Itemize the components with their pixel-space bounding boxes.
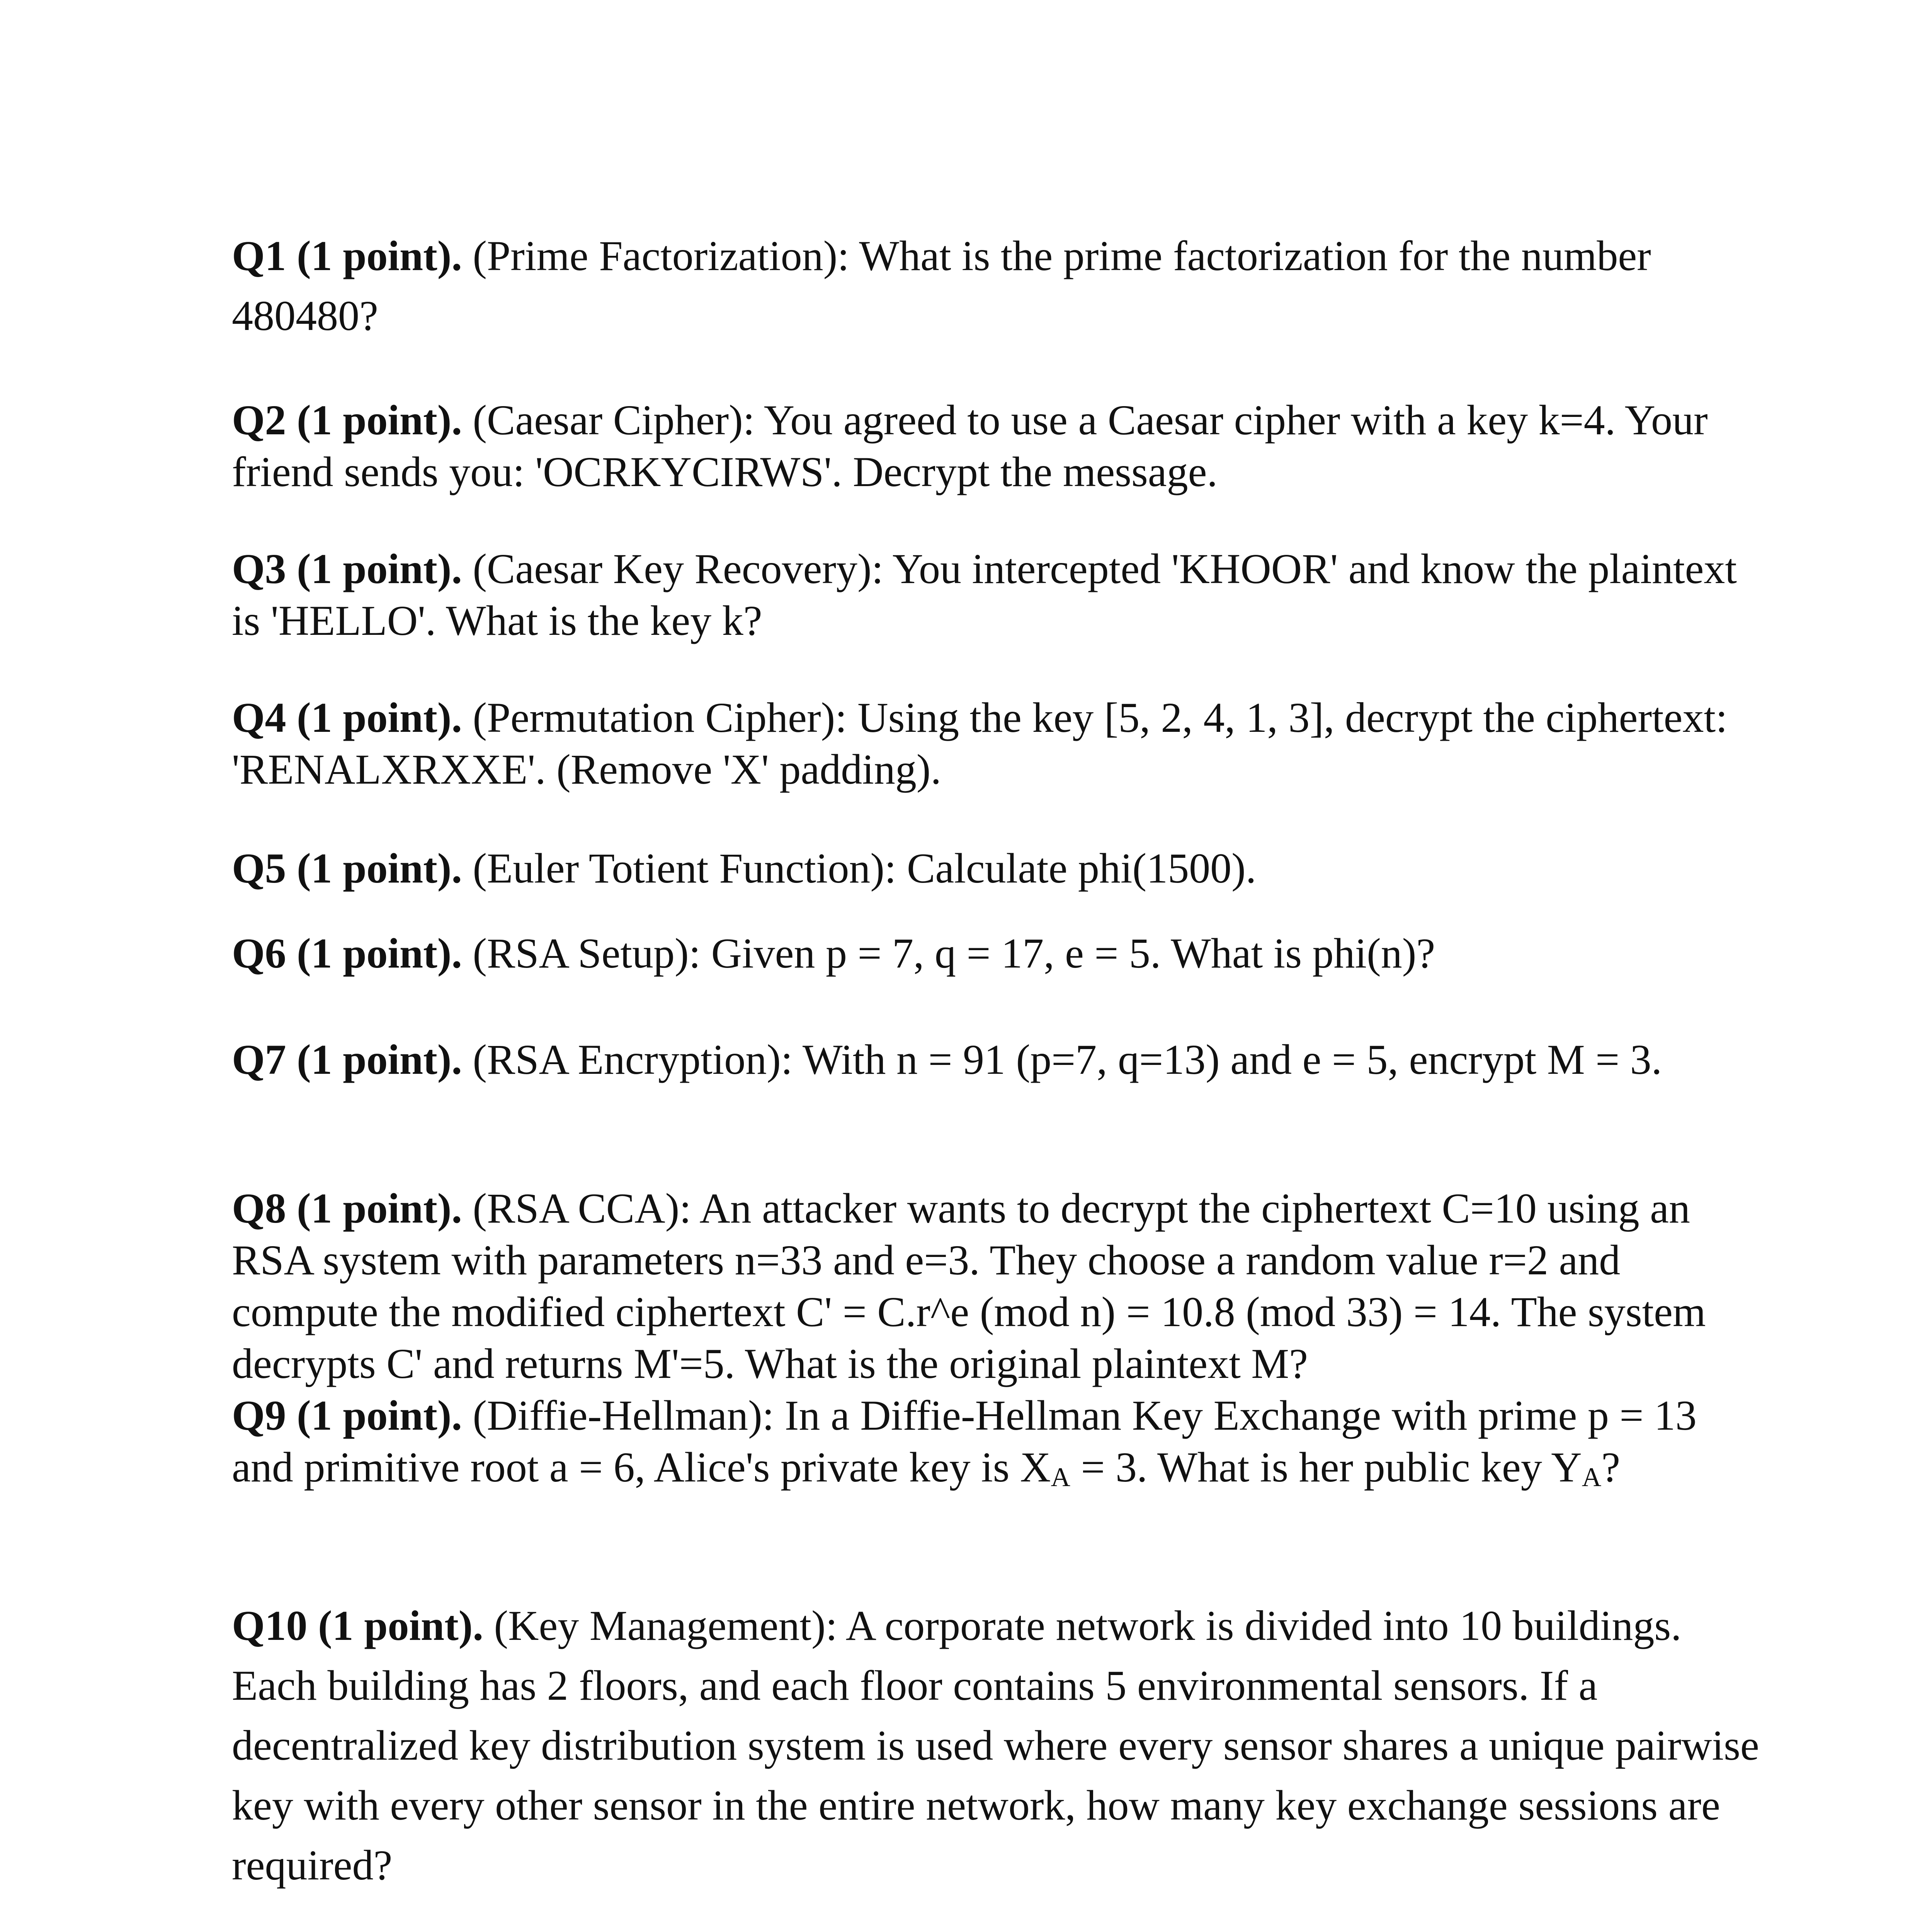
question-label: Q4 (1 point). <box>232 694 462 741</box>
question-label: Q3 (1 point). <box>232 545 462 592</box>
question-label: Q10 (1 point). <box>232 1602 483 1649</box>
question-label: Q2 (1 point). <box>232 396 462 444</box>
question-2 <box>232 394 1762 498</box>
question-text: ? <box>1601 1444 1621 1491</box>
question-9 <box>232 1389 1762 1493</box>
question-1 <box>232 226 1762 346</box>
question-6 <box>232 927 1762 979</box>
question-text: (RSA Encryption): With n = 91 (p=7, q=13) and e = 5, encrypt M = 3. <box>462 1036 1662 1083</box>
question-text: (RSA Setup): Given p = 7, q = 17, e = 5. What is phi(n)? <box>462 930 1435 977</box>
question-3 <box>232 543 1762 646</box>
question-text: (Key Management): A corporate network is divided into 10 buildings. Each building has 2 floors, and each floor contains 5 environmental sensors. If a decentralized key distribution system is used where every sensor shares a unique pairwise key with every other sensor in the entire network, how many key exchange sessions are required? <box>232 1602 1759 1889</box>
question-text: (Caesar Cipher): You agreed to use a Caesar cipher with a key k=4. Your friend sends you: 'OCRKYCIRWS'. Decrypt the message. <box>232 396 1708 495</box>
question-text: (Permutation Cipher): Using the key [5, 2, 4, 1, 3], decrypt the ciphertext: 'RENALXRXXE'. (Remove 'X' padding). <box>232 694 1728 793</box>
subscript: A <box>1051 1463 1070 1492</box>
question-8 <box>232 1182 1762 1389</box>
question-text: (Euler Totient Function): Calculate phi(1500). <box>462 845 1257 892</box>
question-text: = 3. What is her public key Y <box>1070 1444 1582 1491</box>
question-label: Q9 (1 point). <box>232 1392 462 1439</box>
question-text: (Caesar Key Recovery): You intercepted 'KHOOR' and know the plaintext is 'HELLO'. What is the key k? <box>232 545 1737 644</box>
question-label: Q1 (1 point). <box>232 232 462 279</box>
question-text: (Diffie-Hellman): In a Diffie-Hellman Key Exchange with prime p = 13 and primitive root a = 6, Alice's private key is X <box>232 1392 1697 1491</box>
question-label: Q6 (1 point). <box>232 930 462 977</box>
subscript: A <box>1582 1463 1602 1492</box>
question-5 <box>232 842 1762 894</box>
question-label: Q8 (1 point). <box>232 1185 462 1232</box>
question-10 <box>232 1596 1762 1895</box>
question-4 <box>232 692 1762 795</box>
question-text: (RSA CCA): An attacker wants to decrypt the ciphertext C=10 using an RSA system with parameters n=33 and e=3. They choose a random value r=2 and compute the modified ciphertext C' = C.r^e (mod n) = 10.8 (mod 33) = 14. The system decrypts C' and returns M'=5. What is the original plaintext M? <box>232 1185 1706 1387</box>
question-text: (Prime Factorization): What is the prime factorization for the number 480480? <box>232 232 1651 339</box>
question-label: Q5 (1 point). <box>232 845 462 892</box>
question-7 <box>232 1034 1762 1085</box>
question-label: Q7 (1 point). <box>232 1036 462 1083</box>
